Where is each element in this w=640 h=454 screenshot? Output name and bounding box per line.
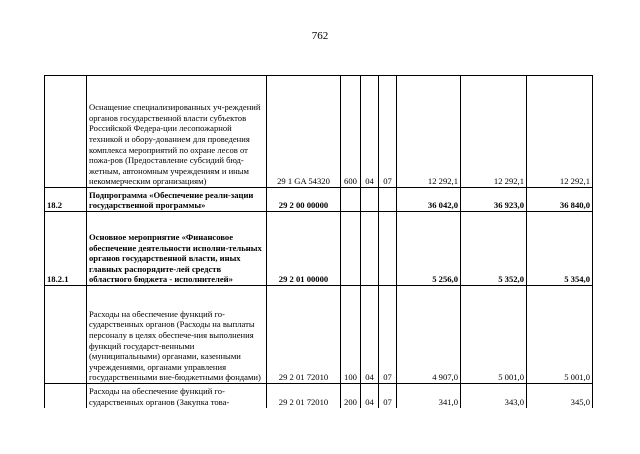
amount-year-2: 5 001,0 — [461, 286, 527, 384]
table-row — [45, 76, 593, 188]
amount-year-2: 343,0 — [461, 384, 527, 408]
amount-year-3: 12 292,1 — [527, 76, 593, 188]
budget-code: 29 2 01 72010 — [267, 384, 341, 408]
amount-year-2: 12 292,1 — [461, 76, 527, 188]
amount-year-2: 5 352,0 — [461, 212, 527, 286]
amount-year-3: 345,0 — [527, 384, 593, 408]
row-description: Расходы на обеспечение функций го-сударственных органов (Закупка това- — [87, 384, 267, 408]
expense-type — [341, 212, 361, 286]
row-description: Основное мероприятие «Финансовое обеспечение деятельности исполни-тельных органов государственной власти, иных главных распорядите-лей средств областного бюджета - исполнителей» — [87, 212, 267, 286]
amount-year-3: 5 001,0 — [527, 286, 593, 384]
section — [361, 212, 379, 286]
page-number: 762 — [311, 30, 329, 42]
row-description: Расходы на обеспечение функций го-сударственных органов (Расходы на выплаты персоналу в целях обеспече-ния выполнения функций государст-венными (муниципальными) органами, казенными учреждениями, органами управления государственными вне-бюджетными фондами) — [87, 286, 267, 384]
amount-year-3: 5 354,0 — [527, 212, 593, 286]
budget-code: 29 2 01 00000 — [267, 212, 341, 286]
subsection — [379, 188, 397, 212]
table-row — [45, 212, 593, 286]
section: 04 — [361, 76, 379, 188]
amount-year-1: 12 292,1 — [397, 76, 461, 188]
row-description: Оснащение специализированных уч-реждений органов государственной власти субъектов Российской Федера-ции лесопожарной техникой и обору-дованием для проведения комплекса мероприятий по охране лесов от пожа-ров (Предоставление субсидий бюд-жетным, автономным учреждениям и иным некоммерческим организациям) — [87, 76, 267, 188]
subsection: 07 — [379, 384, 397, 408]
amount-year-3: 36 840,0 — [527, 188, 593, 212]
expense-type: 600 — [341, 76, 361, 188]
budget-code: 29 2 01 72010 — [267, 286, 341, 384]
section: 04 — [361, 384, 379, 408]
table-row — [45, 384, 593, 408]
subsection: 07 — [379, 286, 397, 384]
section: 04 — [361, 286, 379, 384]
amount-year-1: 36 042,0 — [397, 188, 461, 212]
row-number — [45, 286, 87, 384]
table-row — [45, 286, 593, 384]
budget-table — [44, 75, 593, 408]
section — [361, 188, 379, 212]
expense-type: 200 — [341, 384, 361, 408]
row-number: 18.2.1 — [45, 212, 87, 286]
amount-year-1: 341,0 — [397, 384, 461, 408]
amount-year-1: 5 256,0 — [397, 212, 461, 286]
row-number — [45, 76, 87, 188]
expense-type: 100 — [341, 286, 361, 384]
row-description: Подпрограмма «Обеспечение реали-зации государственной программы» — [87, 188, 267, 212]
row-number: 18.2 — [45, 188, 87, 212]
budget-code: 29 2 00 00000 — [267, 188, 341, 212]
budget-code: 29 1 GA 54320 — [267, 76, 341, 188]
amount-year-2: 36 923,0 — [461, 188, 527, 212]
subsection: 07 — [379, 76, 397, 188]
expense-type — [341, 188, 361, 212]
row-number — [45, 384, 87, 408]
table-row — [45, 188, 593, 212]
subsection — [379, 212, 397, 286]
amount-year-1: 4 907,0 — [397, 286, 461, 384]
